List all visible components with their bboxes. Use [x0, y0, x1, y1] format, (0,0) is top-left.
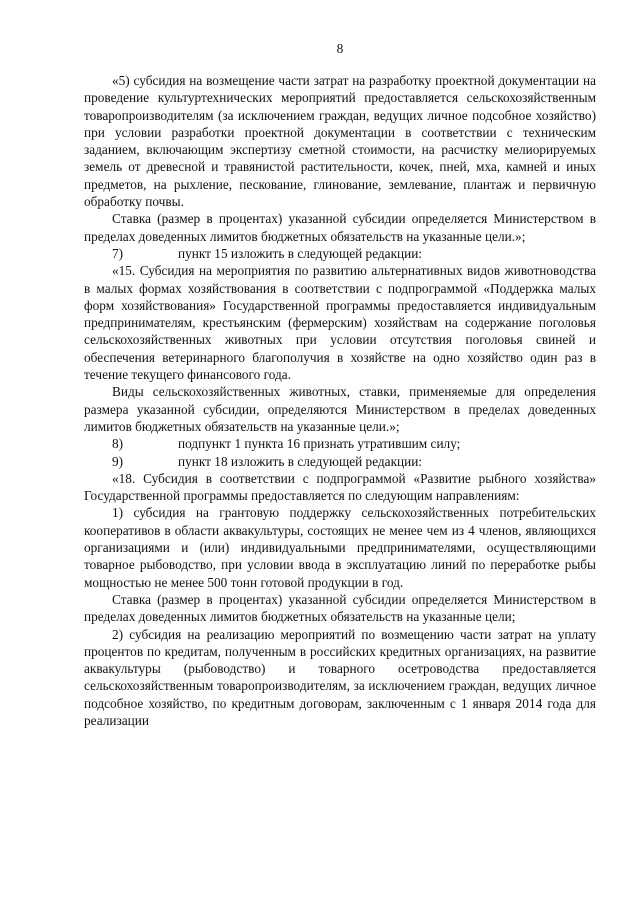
- list-item-8: [84, 435, 596, 452]
- item-text: пункт 18 изложить в следующей редакции:: [178, 453, 423, 469]
- paragraph-rate-1: Ставка (размер в процентах) указанной субсидии определяется Министерством в пределах доведенных лимитов бюджетных обязательств на указанные цели.»;: [84, 211, 596, 244]
- paragraph-interest-subsidy: 2) субсидия на реализацию мероприятий по возмещению части затрат на уплату процентов по кредитам, полученным в российских кредитных организациях, на развитие аквакультуры (рыбоводство) и товарного осетроводства предоставляется сельскохозяйственным товаропроизводителям, за исключением граждан, ведущих личное подсобное хозяйство, по кредитным договорам, заключенным с 1 января 2014 года для реализации: [84, 626, 596, 728]
- item-text: пункт 15 изложить в следующей редакции:: [178, 245, 423, 261]
- list-item-7: [84, 245, 596, 262]
- paragraph-subsidy-5: «5) субсидия на возмещение части затрат на разработку проектной документации на проведение культуртехнических мероприятий предоставляется сельскохозяйственным товаропроизводителям (за исключением граждан, ведущих личное подсобное хозяйство) при условии разработки проектной документации в соответствии с техническим заданием, включающим экспертизу сметной стоимости, на расчистку мелиорируемых земель от древесной и травянистой растительности, кочек, пней, мха, камней и иных предметов, на рыхление, пескование, глинование, землевание, плантаж и первичную обработку почвы.: [84, 73, 596, 210]
- paragraph-rate-2: Ставка (размер в процентах) указанной субсидии определяется Министерством в пределах доведенных лимитов бюджетных обязательств на указанные цели;: [84, 591, 596, 625]
- item-text: подпункт 1 пункта 16 признать утратившим силу;: [178, 436, 461, 452]
- list-item-9: [84, 453, 596, 470]
- paragraph-grant-support: 1) субсидия на грантовую поддержку сельскохозяйственных потребительских кооперативов в области аквакультуры, состоящих не менее чем из 4 членов, являющихся организациями и (или) индивидуальными предпринимателями, осуществляющими товарное рыбоводство, при условии ввода в эксплуатацию линий по переработке рыбы мощностью не менее 500 тонн готовой продукции в год.: [84, 505, 596, 590]
- paragraph-animal-types: Виды сельскохозяйственных животных, ставки, применяемые для определения размера указанной субсидии, определяются Министерством в пределах доведенных лимитов бюджетных обязательств на указанные цели.»;: [84, 384, 596, 434]
- document-body: [84, 72, 596, 729]
- item-number: 9): [112, 453, 124, 469]
- page-number: 8: [336, 41, 344, 56]
- paragraph-item-18: «18. Субсидия в соответствии с подпрограммой «Развитие рыбного хозяйства» Государственной программы предоставляется по следующим направлениям:: [84, 470, 596, 504]
- item-number: 8): [112, 436, 124, 452]
- item-number: 7): [112, 245, 124, 261]
- paragraph-item-15: «15. Субсидия на мероприятия по развитию альтернативных видов животноводства в малых формах хозяйствования в соответствии с подпрограммой «Поддержка малых форм хозяйствования» Государственной программы предоставляется индивидуальным предпринимателям, крестьянским (фермерским) хозяйствам на содержание поголовья сельскохозяйственных животных при условии отсутствия поголовья свиней и обеспечения ветеринарного благополучия в хозяйстве на одно хозяйство один раз в течение текущего финансового года.: [84, 263, 596, 383]
